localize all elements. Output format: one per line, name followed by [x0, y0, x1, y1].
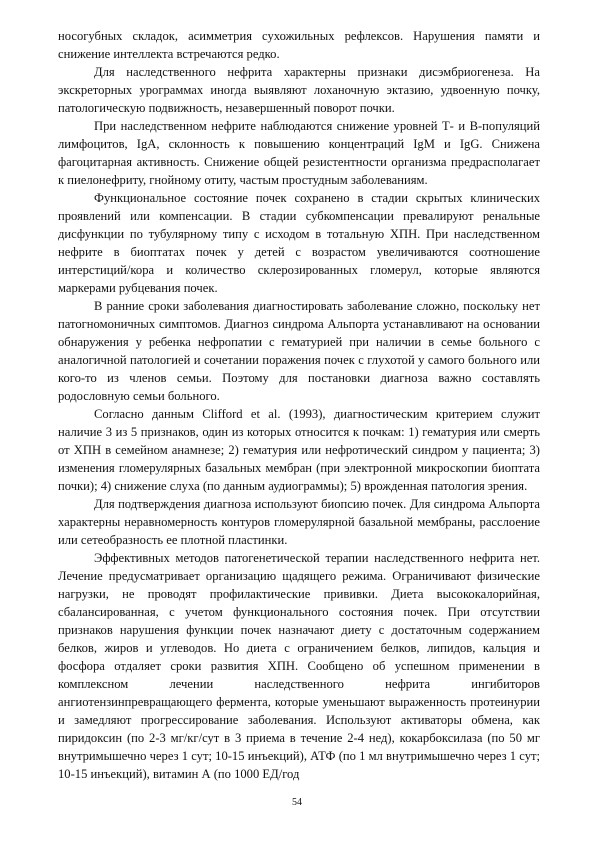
page-number: 54 — [292, 797, 302, 808]
paragraph-8: Эффективных методов патогенетической терапии наследственного нефрита нет. Лечение предусматривает организацию щадящего режима. Ограничивают физические нагрузки, не проводят профилактические прививки. Диета высококалорийная, сбалансированная, с учетом функционального состояния почек. При отсутствии признаков нарушения функции почек назначают диету с достаточным содержанием белков, жиров и углеводов. Но диета с ограничением белков, липидов, кальция и фосфора отдаляет сроки развития ХПН. Сообщено об успешном применении в комплексном лечении наследственного нефрита ингибиторов ангиотензинпревращающего фермента, которые уменьшают выраженность протеинурии и замедляют прогрессирование заболевания. Используют активаторы обмена, как пиридоксин (по 2-3 мг/кг/сут в 3 приема в течение 2-4 нед), кокарбоксилаза (по 50 мг внутримышечно через 1 сут; 10-15 инъекций), АТФ (по 1 мл внутримышечно через 1 сут; 10-15 инъекций), витамин А (по 1000 ЕД/год — [58, 551, 540, 781]
paragraph-3: При наследственном нефрите наблюдаются снижение уровней Т- и В-популяций лимфоцитов, IgA, склонность к повышению концентраций IgM и IgG. Снижена фагоцитарная активность. Снижение общей резистентности организма предрасполагает к пиелонефриту, гнойному отиту, частым простудным заболеваниям. — [58, 119, 540, 187]
paragraph-2: Для наследственного нефрита характерны признаки дисэмбриогенеза. На экскреторных урограммах иногда выявляют лоханочную эктазию, удвоенную почку, патологическую подвижность, незавершенный поворот почки. — [58, 65, 540, 115]
paragraph-7: Для подтверждения диагноза используют биопсию почек. Для синдрома Альпорта характерны неравномерность контуров гломерулярной базальной мембраны, расслоение или сетеобразность ее плотной пластинки. — [58, 497, 540, 547]
paragraph-5: В ранние сроки заболевания диагностировать заболевание сложно, поскольку нет патогномоничных симптомов. Диагноз синдрома Альпорта устанавливают на основании обнаружения у ребенка нефропатии с гематурией при наличии в семье больного с аналогичной патологией и сочетании поражения почек с глухотой у самого больного или кого-то из членов семьи. Поэтому для постановки диагноза важно составлять родословную семьи больного. — [58, 299, 540, 403]
document-body — [58, 27, 540, 783]
paragraph-1: носогубных складок, асимметрия сухожильных рефлексов. Нарушения памяти и снижение интеллекта встречаются редко. — [58, 29, 540, 61]
paragraph-6: Согласно данным Clifford et al. (1993), диагностическим критерием служит наличие 3 из 5 признаков, один из которых относится к почкам: 1) гематурия или смерть от ХПН в семейном анамнезе; 2) гематурия или нефротический синдром у пациента; 3) изменения гломерулярных базальных мембран (при электронной микроскопии биоптата почки); 4) снижение слуха (по данным аудиограммы); 5) врожденная патология зрения. — [58, 407, 540, 493]
paragraph-4: Функциональное состояние почек сохранено в стадии скрытых клинических проявлений или компенсации. В стадии субкомпенсации превалируют ренальные дисфункции по тубулярному типу с исходом в тотальную ХПН. При наследственном нефрите в биоптатах почек у детей с возрастом увеличиваются соотношение интерстиций/кора и количество склерозированных гломерул, которые являются маркерами рубцевания почек. — [58, 191, 540, 295]
